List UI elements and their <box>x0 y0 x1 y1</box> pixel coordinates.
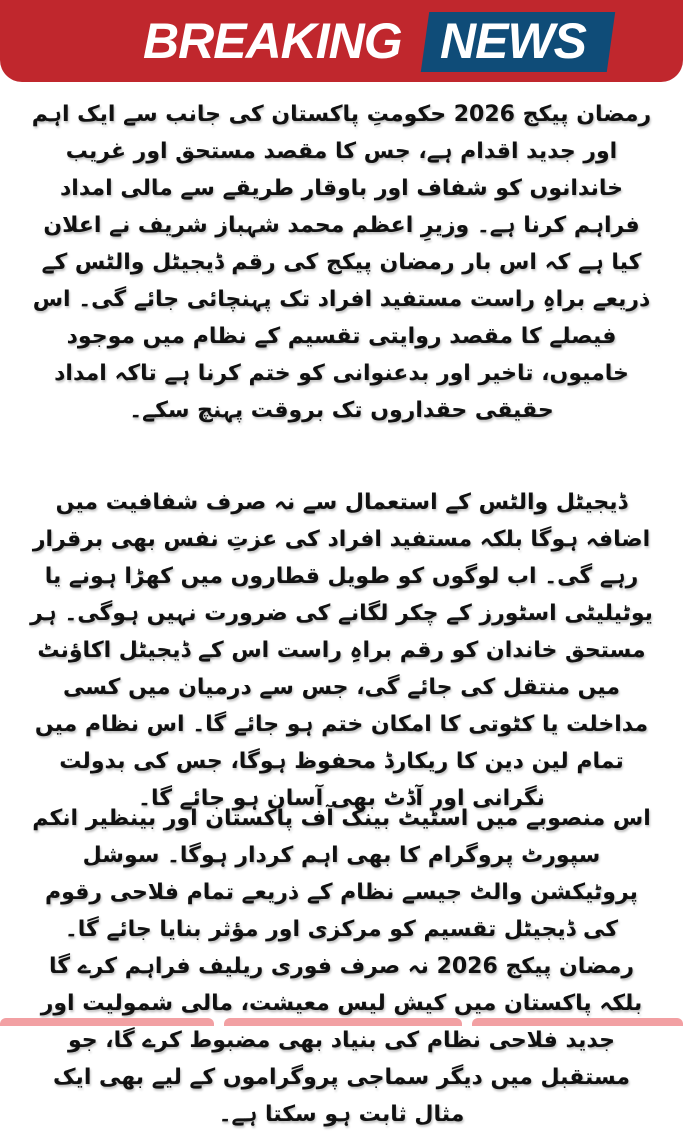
breaking-news-banner <box>0 0 683 82</box>
footer-tab <box>472 1018 683 1026</box>
footer-tab <box>0 1018 214 1026</box>
news-label: NEWS <box>440 13 586 69</box>
paragraph-3: اس منصوبے میں اسٹیٹ بینک آف پاکستان اور بینظیر انکم سپورٹ پروگرام کا بھی اہم کردار ہوگا۔ سوشل پروٹیکشن والٹ جیسے نظام کے ذریعے تمام فلاحی رقوم کی ڈیجیٹل تقسیم کو مرکزی اور مؤثر بنایا جائے گا۔ رمضان پیکج 2026 نہ صرف فوری ریلیف فراہم کرے گا بلکہ پاکستان میں کیش لیس معیشت، مالی شمولیت اور جدید فلاحی نظام کی بنیاد بھی مضبوط کرے گا، جو مستقبل میں دیگر سماجی پروگراموں کے لیے بھی ایک مثال ثابت ہو سکتا ہے۔ <box>32 806 651 1127</box>
paragraph-2: ڈیجیٹل والٹس کے استعمال سے نہ صرف شفافیت میں اضافہ ہوگا بلکہ مستفید افراد کی عزتِ نفس بھی برقرار رہے گی۔ اب لوگوں کو طویل قطاروں میں کھڑا ہونے یا یوٹیلیٹی اسٹورز کے چکر لگانے کی ضرورت نہیں ہوگی۔ ہر مستحق خاندان کو رقم براہِ راست اس کے ڈیجیٹل اکاؤنٹ میں منتقل کی جائے گی، جس سے درمیان میں کسی مداخلت یا کٹوتی کا امکان ختم ہو جائے گا۔ اس نظام میں تمام لین دین کا ریکارڈ محفوظ ہوگا، جس کی بدولت نگرانی اور آڈٹ بھی آسان ہو جائے گا۔ <box>30 490 653 811</box>
footer-tab <box>224 1018 462 1026</box>
breaking-label: BREAKING <box>143 13 402 69</box>
paragraph-1: رمضان پیکج 2026 حکومتِ پاکستان کی جانب سے ایک اہم اور جدید اقدام ہے، جس کا مقصد مستحق اور غریب خاندانوں کو شفاف اور باوقار طریقے سے مالی امداد فراہم کرنا ہے۔ وزیرِ اعظم محمد شہباز شریف نے اعلان کیا ہے کہ اس بار رمضان پیکج کی رقم ڈیجیٹل والٹس کے ذریعے براہِ راست مستفید افراد تک پہنچائی جائے گی۔ اس فیصلے کا مقصد روایتی تقسیم کے نظام میں موجود خامیوں، تاخیر اور بدعنوانی کو ختم کرنا ہے تاکہ امداد حقیقی حقداروں تک بروقت پہنچ سکے۔ <box>31 102 652 423</box>
article-body <box>30 96 653 1133</box>
footer-tab-strip <box>0 1018 683 1026</box>
